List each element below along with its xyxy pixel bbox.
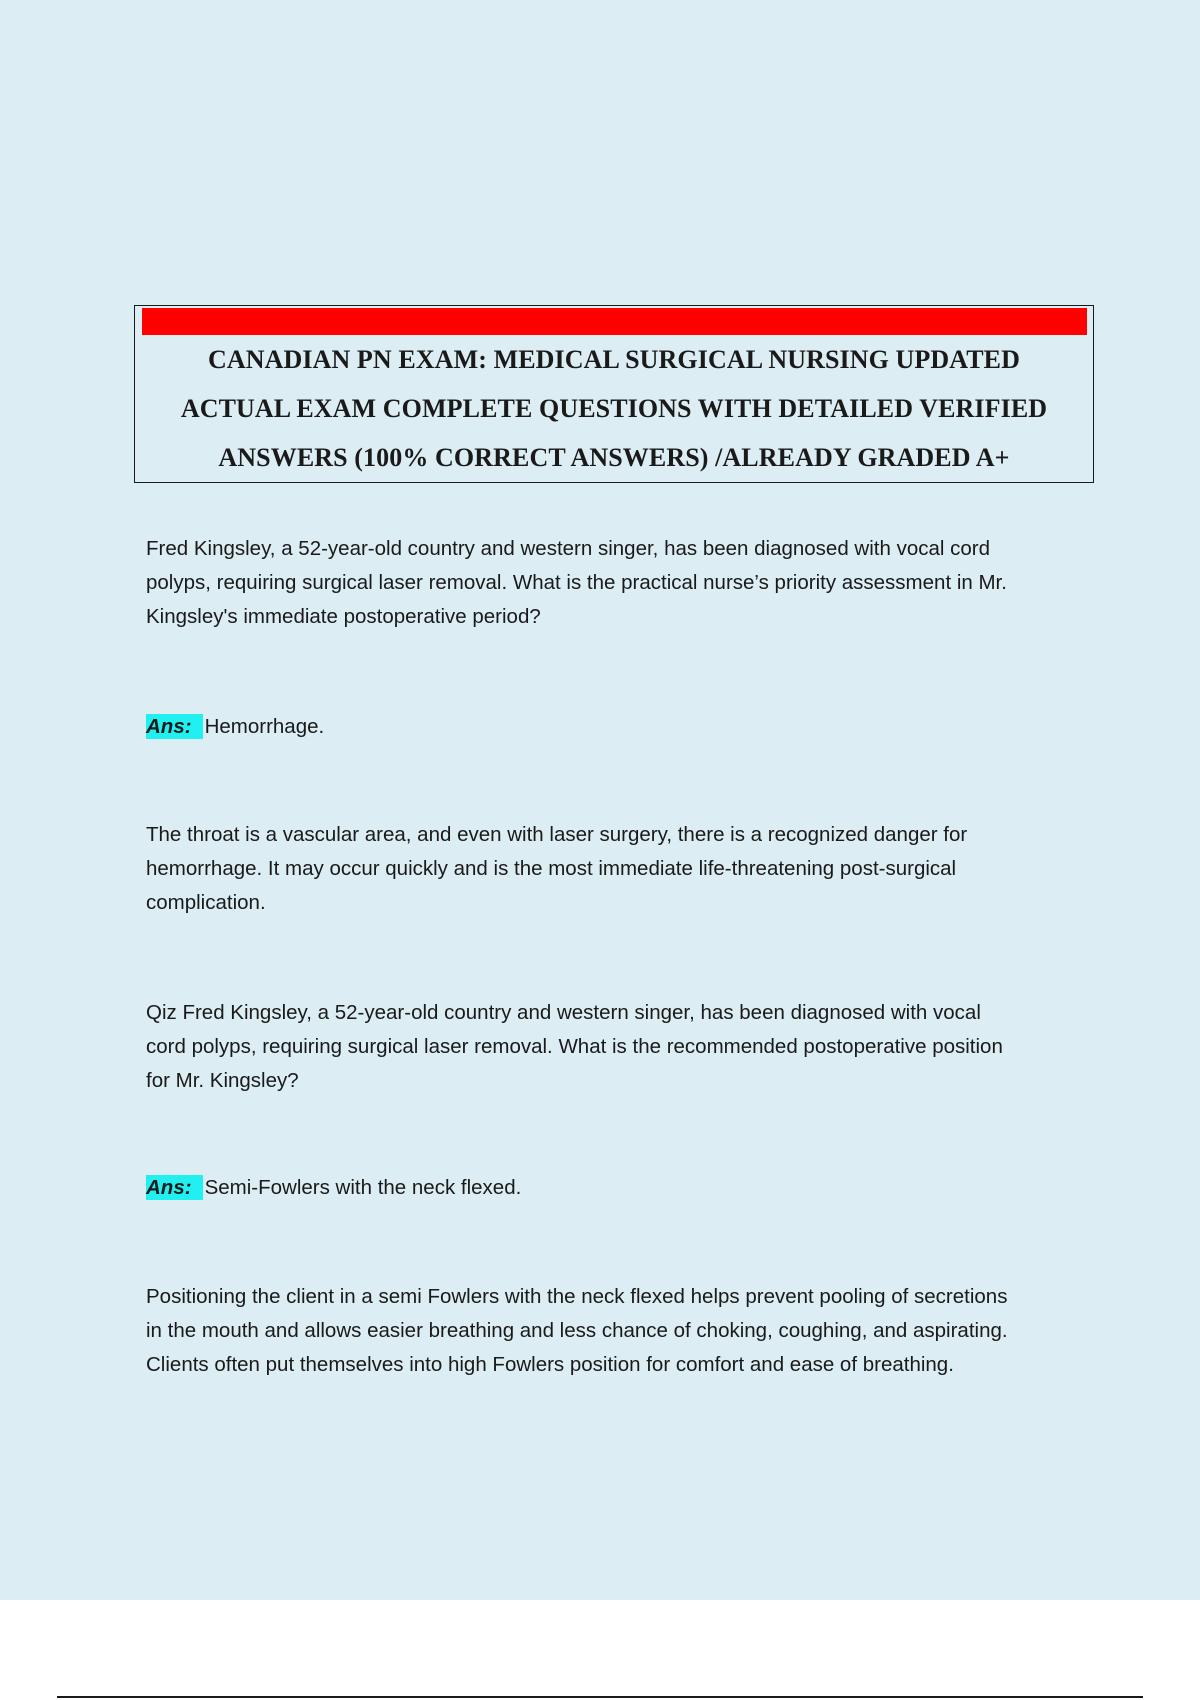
rationale-line: in the mouth and allows easier breathing and less chance of choking, coughing, and aspirating.	[146, 1319, 1008, 1342]
question-line: for Mr. Kingsley?	[146, 1069, 299, 1092]
question-line: polyps, requiring surgical laser removal. What is the practical nurse’s priority assessment in Mr.	[146, 571, 1007, 594]
question-2	[146, 996, 1096, 1098]
answer-text: Semi-Fowlers with the neck flexed.	[204, 1176, 522, 1199]
question-line: cord polyps, requiring surgical laser removal. What is the recommended postoperative position	[146, 1035, 1003, 1058]
title-line: ACTUAL EXAM COMPLETE QUESTIONS WITH DETAILED VERIFIED	[180, 394, 1048, 423]
rationale-line: The throat is a vascular area, and even with laser surgery, there is a recognized danger for	[146, 823, 968, 846]
rationale-line: Positioning the client in a semi Fowlers with the neck flexed helps prevent pooling of secretions	[146, 1285, 1008, 1308]
title-line: ANSWERS (100% CORRECT ANSWERS) /ALREADY GRADED A+	[218, 443, 1010, 472]
question-1	[146, 532, 1096, 634]
answer-1	[146, 710, 1096, 744]
rationale-line: hemorrhage. It may occur quickly and is the most immediate life-threatening post-surgical	[146, 857, 957, 880]
rationale-1	[146, 818, 1096, 920]
rationale-line: Clients often put themselves into high Fowlers position for comfort and ease of breathing.	[146, 1353, 954, 1376]
title-red-bar	[142, 308, 1087, 335]
rationale-2	[146, 1280, 1096, 1382]
question-line: Fred Kingsley, a 52-year-old country and western singer, has been diagnosed with vocal cord	[146, 537, 991, 560]
footer-rule	[57, 1696, 1143, 1698]
answer-label: Ans:	[146, 714, 203, 739]
document-title	[135, 335, 1093, 482]
title-box	[134, 305, 1094, 483]
answer-label: Ans:	[146, 1175, 203, 1200]
title-line: CANADIAN PN EXAM: MEDICAL SURGICAL NURSING UPDATED	[207, 345, 1020, 374]
answer-text: Hemorrhage.	[204, 715, 325, 738]
question-line: Kingsley's immediate postoperative period?	[146, 605, 541, 628]
answer-2	[146, 1171, 1096, 1205]
rationale-line: complication.	[146, 891, 266, 914]
question-line: Qiz Fred Kingsley, a 52-year-old country and western singer, has been diagnosed with vocal	[146, 1001, 981, 1024]
